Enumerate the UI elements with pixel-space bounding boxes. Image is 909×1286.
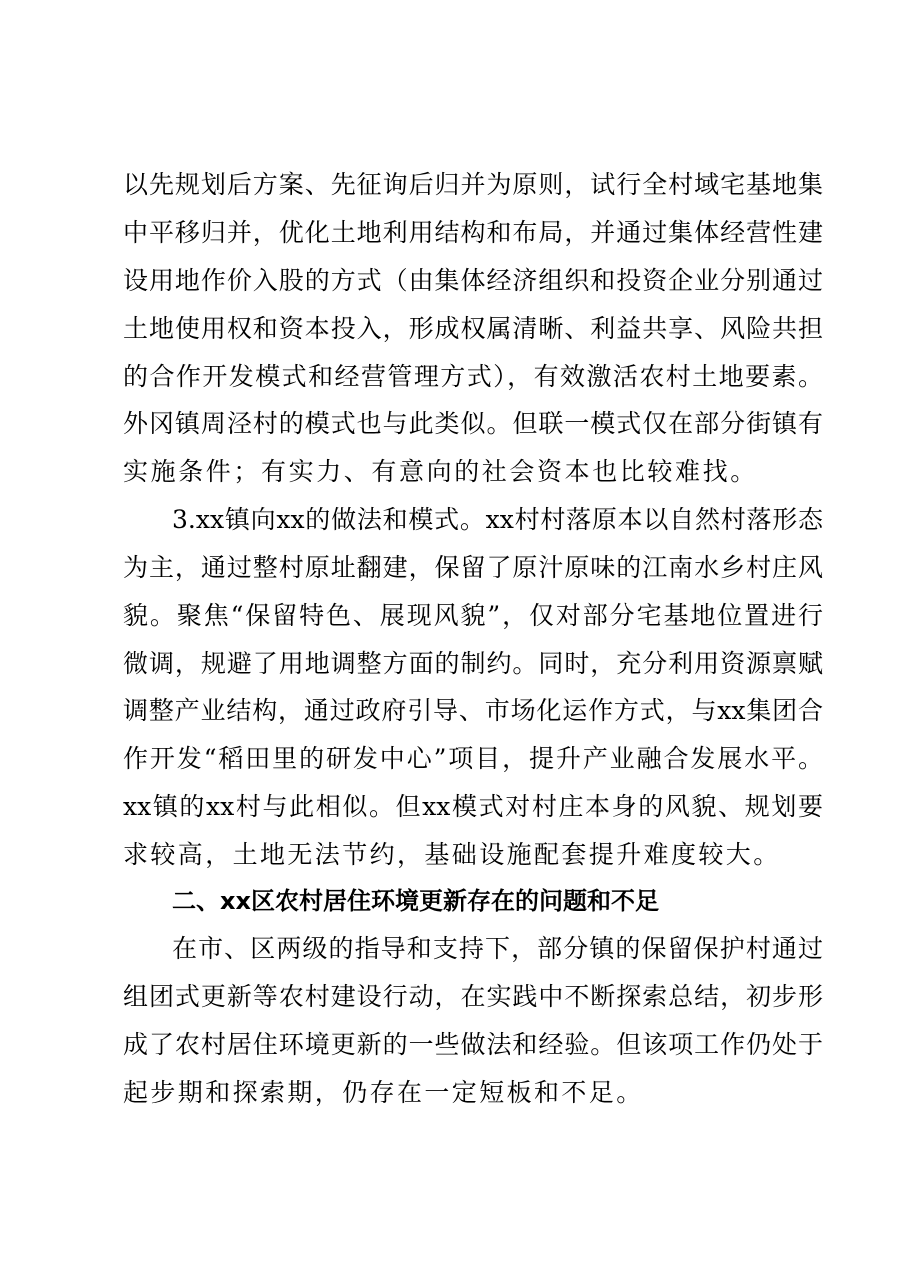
paragraph-line: 外冈镇周泾村的模式也与此类似。但联一模式仅在部分街镇有 [123, 409, 823, 438]
paragraph-line: 实施条件；有实力、有意向的社会资本也比较难找。 [123, 457, 758, 486]
paragraph-line: xx镇的xx村与此相似。但xx模式对村庄本身的风貌、规划要 [123, 792, 823, 821]
paragraph-line: 求较高，土地无法节约，基础设施配套提升难度较大。 [123, 840, 781, 869]
paragraph-line: 3.xx镇向xx的做法和模式。xx村村落原本以自然村落形态 [172, 505, 823, 534]
paragraph-line: 调整产业结构，通过政府引导、市场化运作方式，与xx集团合 [123, 696, 823, 725]
paragraph-line: 微调，规避了用地调整方面的制约。同时，充分利用资源禀赋 [123, 649, 823, 678]
paragraph-line: 作开发“稻田里的研发中心”项目，提升产业融合发展水平。 [123, 744, 823, 773]
paragraph-line: 在市、区两级的指导和支持下，部分镇的保留保护村通过 [172, 934, 823, 963]
paragraph-line: 以先规划后方案、先征询后归并为原则，试行全村域宅基地集 [123, 170, 823, 199]
paragraph-line: 设用地作价入股的方式（由集体经济组织和投资企业分别通过 [123, 266, 823, 295]
paragraph-line: 的合作开发模式和经营管理方式），有效激活农村土地要素。 [123, 362, 823, 391]
section-heading: 二、xx区农村居住环境更新存在的问题和不足 [172, 887, 659, 915]
paragraph-line: 土地使用权和资本投入，形成权属清晰、利益共享、风险共担 [123, 314, 823, 343]
paragraph-line: 为主，通过整村原址翻建，保留了原汁原味的江南水乡村庄风 [123, 553, 823, 582]
paragraph-line: 成了农村居住环境更新的一些做法和经验。但该项工作仍处于 [123, 1030, 823, 1059]
paragraph-line: 组团式更新等农村建设行动，在实践中不断探索总结，初步形 [123, 982, 823, 1011]
paragraph-line: 中平移归并，优化土地利用结构和布局，并通过集体经营性建 [123, 218, 823, 247]
paragraph-line: 起步期和探索期，仍存在一定短板和不足。 [123, 1078, 644, 1107]
paragraph-line: 貌。聚焦“保留特色、展现风貌”，仅对部分宅基地位置进行 [123, 601, 823, 630]
